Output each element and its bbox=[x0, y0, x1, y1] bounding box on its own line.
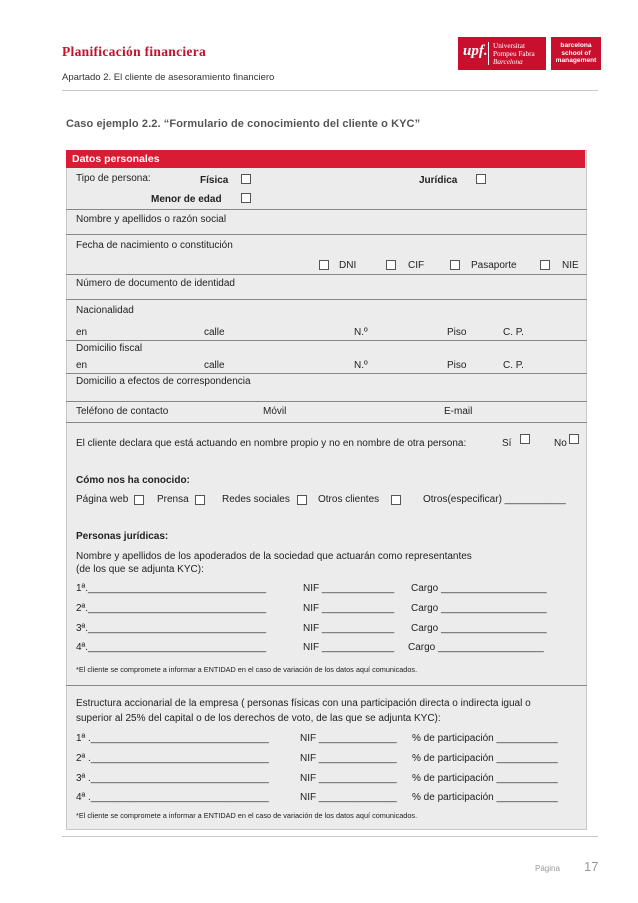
nombre-label: Nombre y apellidos o razón social bbox=[76, 214, 227, 225]
univ-line-1: Universitat bbox=[493, 42, 525, 50]
accionista-1-pct[interactable]: % de participación ___________ bbox=[412, 733, 558, 744]
addr-calle: calle bbox=[204, 327, 225, 338]
apoderado-1-name[interactable]: 1ª.________________________________ bbox=[76, 583, 267, 594]
opt-web-label: Página web bbox=[76, 494, 129, 505]
addr-num: N.º bbox=[354, 327, 368, 338]
movil-label: Móvil bbox=[263, 406, 287, 417]
nacionalidad-label: Nacionalidad bbox=[76, 305, 134, 316]
apoderado-3-nif[interactable]: NIF _____________ bbox=[303, 623, 395, 634]
fiscal-num: N.º bbox=[354, 360, 368, 371]
apoderado-2-cargo[interactable]: Cargo ___________________ bbox=[411, 603, 547, 614]
apoderado-3-cargo[interactable]: Cargo ___________________ bbox=[411, 623, 547, 634]
university-name bbox=[493, 42, 535, 66]
accionista-3-pct[interactable]: % de participación ___________ bbox=[412, 773, 558, 784]
row-divider bbox=[66, 209, 587, 210]
accionista-2-nif[interactable]: NIF ______________ bbox=[300, 753, 397, 764]
bsm-line-1: barcelona bbox=[560, 42, 592, 49]
no-label: No bbox=[554, 438, 567, 449]
upf-logo bbox=[458, 37, 546, 70]
como-title: Cómo nos ha conocido: bbox=[76, 475, 190, 486]
tipo-persona-label: Tipo de persona: bbox=[76, 173, 151, 184]
juridica-label: Jurídica bbox=[419, 175, 458, 186]
apoderado-4-cargo[interactable]: Cargo ___________________ bbox=[408, 642, 544, 653]
num-doc-label: Número de documento de identidad bbox=[76, 278, 235, 289]
addr-cp: C. P. bbox=[503, 327, 524, 338]
univ-line-3: Barcelona bbox=[493, 58, 523, 66]
row-divider bbox=[66, 373, 587, 374]
domicilio-corr-label: Domicilio a efectos de correspondencia bbox=[76, 376, 251, 387]
no-checkbox[interactable] bbox=[569, 434, 579, 444]
fisica-checkbox[interactable] bbox=[241, 174, 251, 184]
document-title: Planificación financiera bbox=[62, 44, 207, 59]
page-label: Página bbox=[535, 864, 560, 873]
row-divider bbox=[66, 685, 587, 686]
form-section-header bbox=[66, 150, 585, 168]
apoderado-1-nif[interactable]: NIF _____________ bbox=[303, 583, 395, 594]
pasaporte-checkbox[interactable] bbox=[450, 260, 460, 270]
bsm-logo bbox=[551, 37, 601, 70]
apoderado-2-nif[interactable]: NIF _____________ bbox=[303, 603, 395, 614]
apoderado-4-nif[interactable]: NIF _____________ bbox=[303, 642, 395, 653]
opt-prensa-label: Prensa bbox=[157, 494, 189, 505]
accionista-2-pct[interactable]: % de participación ___________ bbox=[412, 753, 558, 764]
note-1: *El cliente se compromete a informar a ENTIDAD en el caso de variación de los datos aquí comunicados. bbox=[76, 665, 418, 674]
cif-checkbox[interactable] bbox=[386, 260, 396, 270]
pasaporte-label: Pasaporte bbox=[471, 260, 517, 271]
accionista-3-name[interactable]: 3ª .________________________________ bbox=[76, 773, 269, 784]
cif-label: CIF bbox=[408, 260, 425, 271]
accionista-4-nif[interactable]: NIF ______________ bbox=[300, 792, 397, 803]
nie-checkbox[interactable] bbox=[540, 260, 550, 270]
fiscal-calle: calle bbox=[204, 360, 225, 371]
telefono-label: Teléfono de contacto bbox=[76, 406, 169, 417]
pj-desc-2: (de los que se adjunta KYC): bbox=[76, 564, 204, 575]
declara-text: El cliente declara que está actuando en nombre propio y no en nombre de otra persona: bbox=[76, 438, 467, 449]
opt-redes-label: Redes sociales bbox=[222, 494, 290, 505]
upf-logo-mark: upf. bbox=[463, 43, 488, 59]
accionista-4-name[interactable]: 4ª .________________________________ bbox=[76, 792, 269, 803]
fiscal-cp: C. P. bbox=[503, 360, 524, 371]
nie-label: NIE bbox=[562, 260, 579, 271]
row-divider bbox=[66, 340, 587, 341]
opt-otros-clientes-checkbox[interactable] bbox=[391, 495, 401, 505]
row-divider bbox=[66, 299, 587, 300]
si-label: Sí bbox=[502, 438, 512, 449]
opt-otros-clientes-label: Otros clientes bbox=[318, 494, 380, 505]
bsm-line-2: school of bbox=[561, 49, 591, 57]
addr-piso: Piso bbox=[447, 327, 467, 338]
accionista-1-nif[interactable]: NIF ______________ bbox=[300, 733, 397, 744]
row-divider bbox=[66, 274, 587, 275]
accionista-3-nif[interactable]: NIF ______________ bbox=[300, 773, 397, 784]
fecha-label: Fecha de nacimiento o constitución bbox=[76, 240, 233, 251]
domicilio-fiscal-label: Domicilio fiscal bbox=[76, 343, 143, 354]
accionista-1-name[interactable]: 1ª .________________________________ bbox=[76, 733, 269, 744]
dni-label: DNI bbox=[339, 260, 357, 271]
estructura-text-1: Estructura accionarial de la empresa ( personas físicas con una participación directa o indirecta igual o bbox=[76, 698, 531, 709]
fiscal-piso: Piso bbox=[447, 360, 467, 371]
opt-prensa-checkbox[interactable] bbox=[195, 495, 205, 505]
accionista-4-pct[interactable]: % de participación ___________ bbox=[412, 792, 558, 803]
si-checkbox[interactable] bbox=[520, 434, 530, 444]
page-number: 17 bbox=[584, 859, 599, 874]
section-title: Datos personales bbox=[72, 153, 160, 165]
opt-redes-checkbox[interactable] bbox=[297, 495, 307, 505]
logo-divider bbox=[488, 42, 489, 65]
fiscal-en: en bbox=[76, 360, 88, 371]
row-divider bbox=[66, 234, 587, 235]
apoderado-4-name[interactable]: 4ª.________________________________ bbox=[76, 642, 267, 653]
header-divider bbox=[62, 90, 598, 91]
pj-desc-1: Nombre y apellidos de los apoderados de la sociedad que actuarán como representantes bbox=[76, 551, 472, 562]
apoderado-3-name[interactable]: 3ª.________________________________ bbox=[76, 623, 267, 634]
opt-otros-especificar: Otros(especificar) ___________ bbox=[423, 494, 566, 505]
note-2: *El cliente se compromete a informar a ENTIDAD en el caso de variación de los datos aquí comunicados. bbox=[76, 811, 418, 820]
row-divider bbox=[66, 401, 587, 402]
bsm-line-3: management bbox=[555, 57, 597, 65]
apoderado-1-cargo[interactable]: Cargo ___________________ bbox=[411, 583, 547, 594]
menor-checkbox[interactable] bbox=[241, 193, 251, 203]
estructura-text-2: superior al 25% del capital o de los derechos de voto, de las que se adjunta KYC): bbox=[76, 713, 441, 724]
kyc-form bbox=[66, 150, 587, 830]
email-label: E-mail bbox=[444, 406, 473, 417]
opt-web-checkbox[interactable] bbox=[134, 495, 144, 505]
univ-line-2: Pompeu Fabra bbox=[493, 50, 535, 58]
apoderado-2-name[interactable]: 2ª.________________________________ bbox=[76, 603, 267, 614]
fisica-label: Física bbox=[200, 175, 229, 186]
footer-divider bbox=[62, 836, 598, 837]
row-divider bbox=[66, 422, 587, 423]
pj-title: Personas jurídicas: bbox=[76, 531, 169, 542]
dni-checkbox[interactable] bbox=[319, 260, 329, 270]
menor-label: Menor de edad bbox=[151, 194, 222, 205]
accionista-2-name[interactable]: 2ª .________________________________ bbox=[76, 753, 269, 764]
addr-en: en bbox=[76, 327, 88, 338]
juridica-checkbox[interactable] bbox=[476, 174, 486, 184]
case-title: Caso ejemplo 2.2. “Formulario de conocimiento del cliente o KYC” bbox=[66, 118, 421, 130]
section-subtitle: Apartado 2. El cliente de asesoramiento financiero bbox=[62, 72, 275, 83]
